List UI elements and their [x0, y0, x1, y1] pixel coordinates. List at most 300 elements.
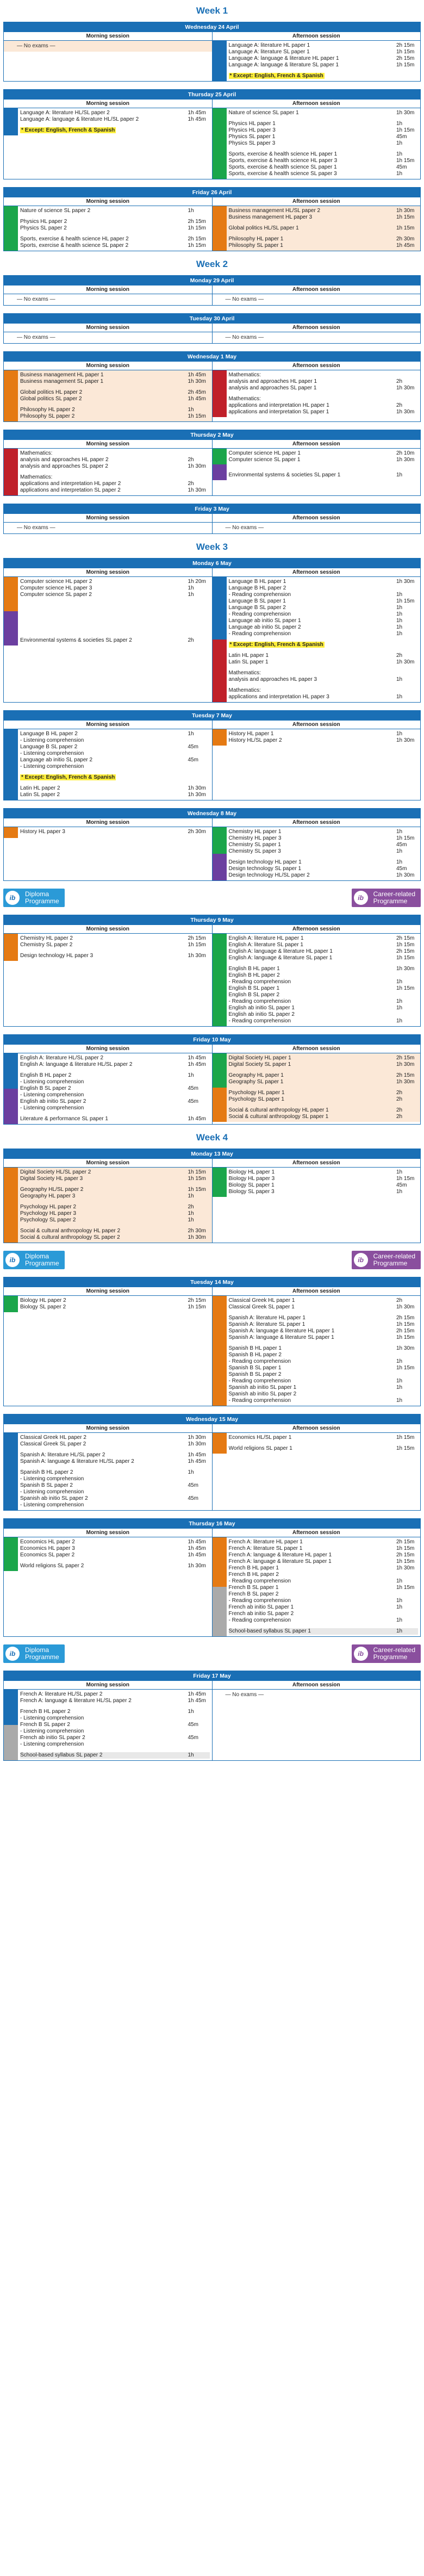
exam-name: French B HL paper 1: [228, 1565, 279, 1571]
exam-row: [229, 1604, 419, 1611]
exam-duration: 45m: [188, 1735, 198, 1741]
exam-row: [20, 1217, 210, 1224]
session-title: Morning session: [4, 100, 212, 108]
colour-segment: [4, 1089, 18, 1124]
exam-name: Mathematics:: [228, 687, 261, 693]
session-title: Afternoon session: [213, 1529, 421, 1537]
exam-list: [227, 577, 421, 702]
exam-name: English B HL paper 2: [20, 1072, 72, 1078]
colour-segment: [213, 1587, 227, 1636]
logo-line: Career-related: [373, 1646, 415, 1654]
exam-row: [20, 1715, 210, 1722]
no-exams-label: — No exams —: [17, 296, 55, 302]
exam-name: Business management SL paper 1: [20, 378, 104, 384]
exam-row: [229, 1378, 419, 1385]
exam-duration: 45m: [396, 1182, 407, 1188]
session-body: [4, 1053, 212, 1124]
morning-session: [4, 100, 213, 179]
exam-row: [229, 457, 419, 463]
exam-duration: 1h 30m: [396, 1062, 415, 1067]
subject-colour-bar: [213, 1433, 227, 1454]
session-body: [213, 523, 421, 533]
session-title: Afternoon session: [213, 362, 421, 370]
exam-row: [20, 116, 210, 123]
spacer: [229, 1341, 419, 1345]
spacer: [20, 1559, 210, 1563]
exam-name: Economics HL paper 2: [20, 1539, 75, 1545]
exam-name: Chemistry SL paper 1: [228, 842, 281, 848]
exam-duration: 1h: [396, 1358, 403, 1364]
exam-row: [229, 1176, 419, 1182]
exam-name: Computer science SL paper 1: [228, 457, 301, 463]
session-title: Morning session: [4, 1424, 212, 1433]
exam-row: [20, 450, 210, 457]
exam-row: [229, 598, 419, 605]
session-title: Afternoon session: [213, 568, 421, 577]
programme-logos: [3, 1644, 421, 1663]
no-exams-label: — No exams —: [225, 525, 264, 531]
exam-duration: 45m: [188, 757, 198, 763]
day-date: Tuesday 14 May: [4, 1277, 420, 1287]
exam-name: - Listening comprehension: [20, 750, 84, 756]
exam-duration: 2h 30m: [188, 1228, 206, 1234]
exam-name: Classical Greek HL paper 2: [20, 1435, 86, 1441]
exam-row: [20, 474, 210, 481]
session-body: [213, 294, 421, 305]
sessions: [4, 1424, 420, 1510]
session-title: Morning session: [4, 324, 212, 332]
logo-line: Diploma: [25, 1252, 49, 1260]
day-date: Monday 29 April: [4, 276, 420, 285]
exam-name: - Listening comprehension: [20, 737, 84, 743]
exam-row: [229, 1358, 419, 1365]
exam-name: Nature of science SL paper 1: [228, 110, 299, 116]
exam-row: [229, 409, 419, 415]
spacer: [229, 1441, 419, 1445]
session-title: Afternoon session: [213, 1287, 421, 1296]
exam-list: [227, 41, 421, 81]
exam-row: [20, 1741, 210, 1748]
exam-row: [20, 127, 210, 134]
exam-row: [229, 378, 419, 385]
exam-row: [20, 1482, 210, 1489]
day-date: Tuesday 7 May: [4, 711, 420, 721]
session-title: Afternoon session: [213, 1681, 421, 1690]
exam-name: English B SL paper 2: [228, 992, 280, 998]
exam-name: French A: language & literature HL paper 1: [228, 1552, 332, 1558]
exam-name: Geography HL paper 1: [228, 1072, 284, 1078]
exam-row: [229, 955, 419, 961]
exam-row: [229, 1585, 419, 1591]
exam-name: Economics HL/SL paper 1: [228, 1435, 292, 1441]
exam-duration: 1h: [396, 1578, 403, 1584]
subject-colour-bar: [4, 577, 18, 645]
exam-row: [229, 1617, 419, 1624]
exam-list: [18, 934, 212, 961]
week-title: Week 3: [196, 542, 228, 552]
exam-duration: 2h 30m: [188, 829, 206, 835]
exam-duration: [188, 1741, 210, 1748]
session-body: [213, 1296, 421, 1406]
exam-duration: [396, 1591, 418, 1598]
session-title: Morning session: [4, 721, 212, 729]
colour-segment: [213, 1537, 227, 1587]
exam-row: [20, 1234, 210, 1241]
diploma-programme-logo: [3, 1251, 65, 1269]
colour-segment: [4, 934, 18, 961]
exam-duration: 1h 45m: [188, 396, 206, 402]
exam-name: French A: literature HL paper 1: [228, 1539, 303, 1545]
exam-row: [20, 481, 210, 487]
spacer: [20, 607, 210, 611]
spacer: [20, 616, 210, 620]
exam-duration: 2h: [396, 378, 403, 384]
exam-duration: [188, 1489, 210, 1495]
session-title: Morning session: [4, 197, 212, 206]
exam-row: [229, 731, 419, 737]
spacer: [20, 1465, 210, 1469]
exam-day: [3, 89, 421, 179]
exam-duration: [396, 1371, 418, 1378]
exam-duration: [188, 1476, 210, 1482]
exam-name: Digital Society HL/SL paper 2: [20, 1169, 91, 1175]
exam-name: Biology HL paper 3: [228, 1176, 275, 1182]
exam-row: [229, 848, 419, 855]
exam-duration: 2h 15m: [396, 935, 415, 941]
exam-duration: 1h 15m: [396, 942, 415, 948]
exam-duration: 1h 15m: [396, 127, 415, 133]
exam-name: Language A: literature SL paper 1: [228, 49, 310, 55]
exam-name: Language A: language & literature HL/SL paper 2: [20, 116, 139, 122]
day-date: Tuesday 30 April: [4, 314, 420, 324]
exam-duration: 1h 45m: [188, 1698, 206, 1704]
exam-duration: 1h 45m: [188, 110, 206, 116]
exam-list: [227, 729, 421, 746]
subject-colour-bar: [213, 1053, 227, 1122]
exam-name: French B HL paper 2: [228, 1572, 279, 1578]
exam-row: [229, 1334, 419, 1341]
exam-duration: 2h 15m: [396, 1315, 415, 1321]
exam-duration: [188, 1092, 210, 1098]
sessions: [4, 1045, 420, 1124]
exam-duration: 2h 15m: [396, 1552, 415, 1558]
exam-row: [20, 378, 210, 385]
exam-list: [18, 206, 212, 251]
afternoon-session: [213, 1159, 421, 1243]
exam-name: Biology SL paper 1: [228, 1182, 275, 1188]
day-date: Thursday 9 May: [4, 915, 420, 925]
exam-name: Mathematics:: [228, 396, 261, 402]
exam-name: English A: language & literature HL/SL paper 2: [20, 1062, 133, 1067]
exam-row: [229, 866, 419, 872]
session-body: [213, 1168, 421, 1197]
exam-row: [229, 171, 419, 177]
exam-row: [20, 1489, 210, 1495]
exam-duration: 1h 15m: [188, 1169, 206, 1175]
exam-row: [20, 1072, 210, 1079]
day-date: Friday 26 April: [4, 188, 420, 197]
exam-name: Spanish B HL paper 2: [20, 1469, 73, 1475]
exam-row: [229, 151, 419, 158]
exam-day: [3, 1414, 421, 1511]
exam-row: [229, 140, 419, 147]
exam-name: History HL paper 1: [228, 731, 274, 737]
exam-row: [229, 1598, 419, 1604]
exam-name: Language B HL paper 1: [228, 579, 286, 585]
exam-row: [229, 942, 419, 948]
career-programme-text: [371, 1644, 421, 1663]
exam-row: [229, 979, 419, 985]
exam-row: [229, 110, 419, 116]
exam-duration: 1h 20m: [188, 579, 206, 585]
exam-duration: 1h 15m: [188, 1176, 206, 1182]
exam-duration: 1h 15m: [396, 225, 415, 231]
exam-name: World religions SL paper 2: [20, 1563, 84, 1569]
exam-row: [20, 1709, 210, 1715]
exam-list: [227, 827, 421, 880]
exam-row: [20, 1304, 210, 1311]
exam-name: Biology HL paper 2: [20, 1298, 66, 1303]
exam-duration: 1h 30m: [396, 208, 415, 214]
exam-name: Language B HL paper 2: [228, 585, 286, 591]
diploma-programme-text: [23, 1251, 65, 1269]
day-date: Thursday 25 April: [4, 90, 420, 100]
sessions: [4, 197, 420, 251]
exam-name: French A: literature HL/SL paper 2: [20, 1691, 103, 1697]
exam-row: [229, 605, 419, 611]
exam-row: [20, 1722, 210, 1728]
session-title: Afternoon session: [213, 721, 421, 729]
exam-name: - Reading comprehension: [228, 611, 291, 617]
no-exams-label: — No exams —: [17, 334, 55, 340]
ib-mark-icon: ib: [354, 891, 368, 905]
exam-row: [229, 985, 419, 992]
exam-duration: 1h 15m: [396, 214, 415, 220]
colour-segment: [4, 577, 18, 611]
exam-duration: [188, 1715, 210, 1722]
exam-row: [229, 1352, 419, 1358]
spacer: [20, 385, 210, 389]
session-body: [4, 729, 212, 800]
exam-day: [3, 187, 421, 251]
exam-name: Classical Greek HL paper 1: [228, 1298, 295, 1303]
exam-name: - Reading comprehension: [228, 1578, 291, 1584]
colour-segment: [213, 41, 227, 81]
exam-name: Sports, exercise & health science SL paper 1: [228, 164, 337, 170]
morning-session: [4, 1529, 213, 1636]
sessions: [4, 925, 420, 1026]
exam-name: Chemistry HL paper 1: [228, 829, 282, 835]
exam-duration: 1h: [396, 1617, 403, 1623]
spacer: [20, 1704, 210, 1709]
exam-name: French B SL paper 2: [228, 1591, 279, 1597]
session-title: Afternoon session: [213, 1159, 421, 1168]
subject-colour-bar: [213, 1168, 227, 1197]
spacer: [20, 624, 210, 629]
exam-row: [20, 1502, 210, 1509]
colour-segment: [4, 611, 18, 645]
exam-name: English A: literature SL paper 1: [228, 942, 303, 948]
exam-row: [20, 1698, 210, 1704]
subject-colour-bar: [213, 206, 227, 251]
morning-session: [4, 285, 213, 305]
exam-row: [229, 1565, 419, 1572]
exam-row: [229, 1572, 419, 1578]
session-body: [213, 1690, 421, 1700]
exam-duration: 2h: [396, 1096, 403, 1102]
session-body: [213, 827, 421, 880]
exam-row: [229, 1628, 419, 1635]
exam-list: [18, 577, 212, 645]
exam-duration: 1h 30m: [396, 1565, 415, 1571]
exam-list: [227, 370, 421, 417]
logo-line: Programme: [25, 897, 59, 905]
exam-duration: [188, 450, 210, 457]
exam-duration: 1h: [188, 1193, 194, 1199]
morning-session: [4, 324, 213, 343]
morning-session: [4, 514, 213, 533]
exam-row: [20, 372, 210, 378]
exam-row: [229, 618, 419, 624]
exam-duration: [396, 372, 418, 378]
exam-name: Philosophy HL paper 2: [20, 407, 75, 413]
afternoon-session: [213, 440, 421, 495]
exam-day: [3, 1518, 421, 1637]
exam-name: Sports, exercise & health science HL paper 3: [228, 158, 338, 164]
exam-row: [229, 592, 419, 598]
exam-name: Physics HL paper 1: [228, 121, 276, 127]
morning-session: [4, 1681, 213, 1760]
exam-row: [20, 1563, 210, 1569]
exam-name: French A: language & literature HL/SL paper 2: [20, 1698, 132, 1704]
morning-session: [4, 1159, 213, 1243]
exam-duration: 1h 30m: [396, 385, 415, 391]
exam-row: [20, 1752, 210, 1759]
sessions: [4, 362, 420, 421]
exam-name: Sports, exercise & health science SL paper 2: [20, 243, 129, 249]
exam-row: [20, 1552, 210, 1559]
exam-row: [229, 134, 419, 140]
exam-name: Economics HL paper 3: [20, 1545, 75, 1551]
exam-name: Philosophy SL paper 2: [20, 413, 75, 419]
ib-mark-icon: ib: [354, 1647, 368, 1661]
colour-segment: [4, 1537, 18, 1571]
exam-row: [229, 670, 419, 676]
spacer: [229, 232, 419, 236]
spacer: [20, 470, 210, 474]
sessions: [4, 440, 420, 495]
exam-name: Spanish A: literature SL paper 1: [228, 1321, 305, 1327]
exam-duration: [396, 642, 418, 648]
exam-duration: 1h: [188, 592, 194, 598]
exam-duration: 1h 45m: [188, 1539, 206, 1545]
exam-day: [3, 1277, 421, 1406]
exam-row: [20, 750, 210, 757]
exam-row: [229, 208, 419, 214]
no-exams-label: — No exams —: [17, 43, 55, 49]
exam-name: English B HL paper 1: [228, 966, 280, 972]
exam-row: [20, 1728, 210, 1735]
exam-row: [20, 208, 210, 214]
morning-session: [4, 440, 213, 495]
spacer: [229, 683, 419, 687]
exam-day: [3, 558, 421, 703]
sessions: [4, 285, 420, 305]
exam-name: Computer science HL paper 1: [228, 450, 301, 456]
exam-duration: [188, 764, 210, 770]
spacer: [20, 1448, 210, 1452]
exam-duration: 1h 15m: [396, 835, 415, 841]
exam-list: [18, 827, 212, 838]
exam-row: [229, 835, 419, 842]
exam-name: Digital Society HL paper 1: [228, 1055, 291, 1061]
exam-duration: 2h 15m: [188, 1298, 206, 1303]
exam-duration: 1h 30m: [188, 1234, 206, 1240]
morning-session: [4, 362, 213, 421]
exam-row: [229, 62, 419, 69]
exam-duration: 1h: [396, 605, 403, 611]
exam-row: [20, 413, 210, 420]
exam-duration: 2h: [188, 457, 194, 463]
exam-name: - Listening comprehension: [20, 764, 84, 769]
exam-duration: 1h 15m: [396, 1334, 415, 1340]
exam-name: French B SL paper 1: [228, 1585, 279, 1591]
session-title: Morning session: [4, 1529, 212, 1537]
exam-name: Language B SL paper 2: [228, 605, 286, 611]
exam-list: [227, 934, 421, 1026]
morning-session: [4, 1424, 213, 1510]
exam-row: [229, 164, 419, 171]
exam-name: Literature & performance SL paper 1: [20, 1116, 108, 1122]
exam-duration: 2h: [188, 1204, 194, 1210]
language-exception-note: * Except: English, French & Spanish: [229, 73, 323, 79]
exam-name: Language ab initio SL paper 2: [228, 624, 301, 630]
afternoon-session: [213, 362, 421, 421]
exam-duration: [188, 774, 210, 781]
exam-row: [229, 1385, 419, 1391]
session-body: [213, 1053, 421, 1122]
exam-name: Physics SL paper 2: [20, 225, 67, 231]
exam-row: [20, 236, 210, 243]
colour-segment: [4, 1725, 18, 1760]
exam-row: [229, 1552, 419, 1559]
exam-name: Latin SL paper 2: [20, 792, 60, 798]
diploma-programme-logo: [3, 889, 65, 907]
morning-session: [4, 1287, 213, 1406]
exam-name: English ab initio SL paper 1: [228, 1005, 295, 1011]
exam-duration: 1h: [396, 1604, 403, 1610]
session-body: [213, 332, 421, 343]
spacer: [229, 1085, 419, 1090]
exam-duration: 1h 15m: [396, 1445, 415, 1451]
exam-name: [229, 73, 397, 79]
exam-duration: 1h 15m: [396, 1435, 415, 1441]
session-title: Morning session: [4, 362, 212, 370]
exam-duration: 1h: [396, 829, 403, 835]
exam-duration: 2h 15m: [396, 1055, 415, 1061]
exam-name: Language B HL paper 2: [20, 731, 78, 737]
exam-row: [20, 457, 210, 463]
exam-row: [229, 1018, 419, 1025]
exam-duration: 1h: [396, 998, 403, 1004]
spacer: [229, 1311, 419, 1315]
exam-name: analysis and approaches SL paper 2: [20, 463, 108, 469]
exam-name: Psychology SL paper 2: [20, 1217, 76, 1223]
exam-duration: 2h 45m: [188, 389, 206, 395]
exam-duration: 1h 30m: [396, 409, 415, 415]
exam-name: Psychology SL paper 1: [228, 1096, 284, 1102]
exam-name: - Reading comprehension: [228, 1598, 291, 1604]
